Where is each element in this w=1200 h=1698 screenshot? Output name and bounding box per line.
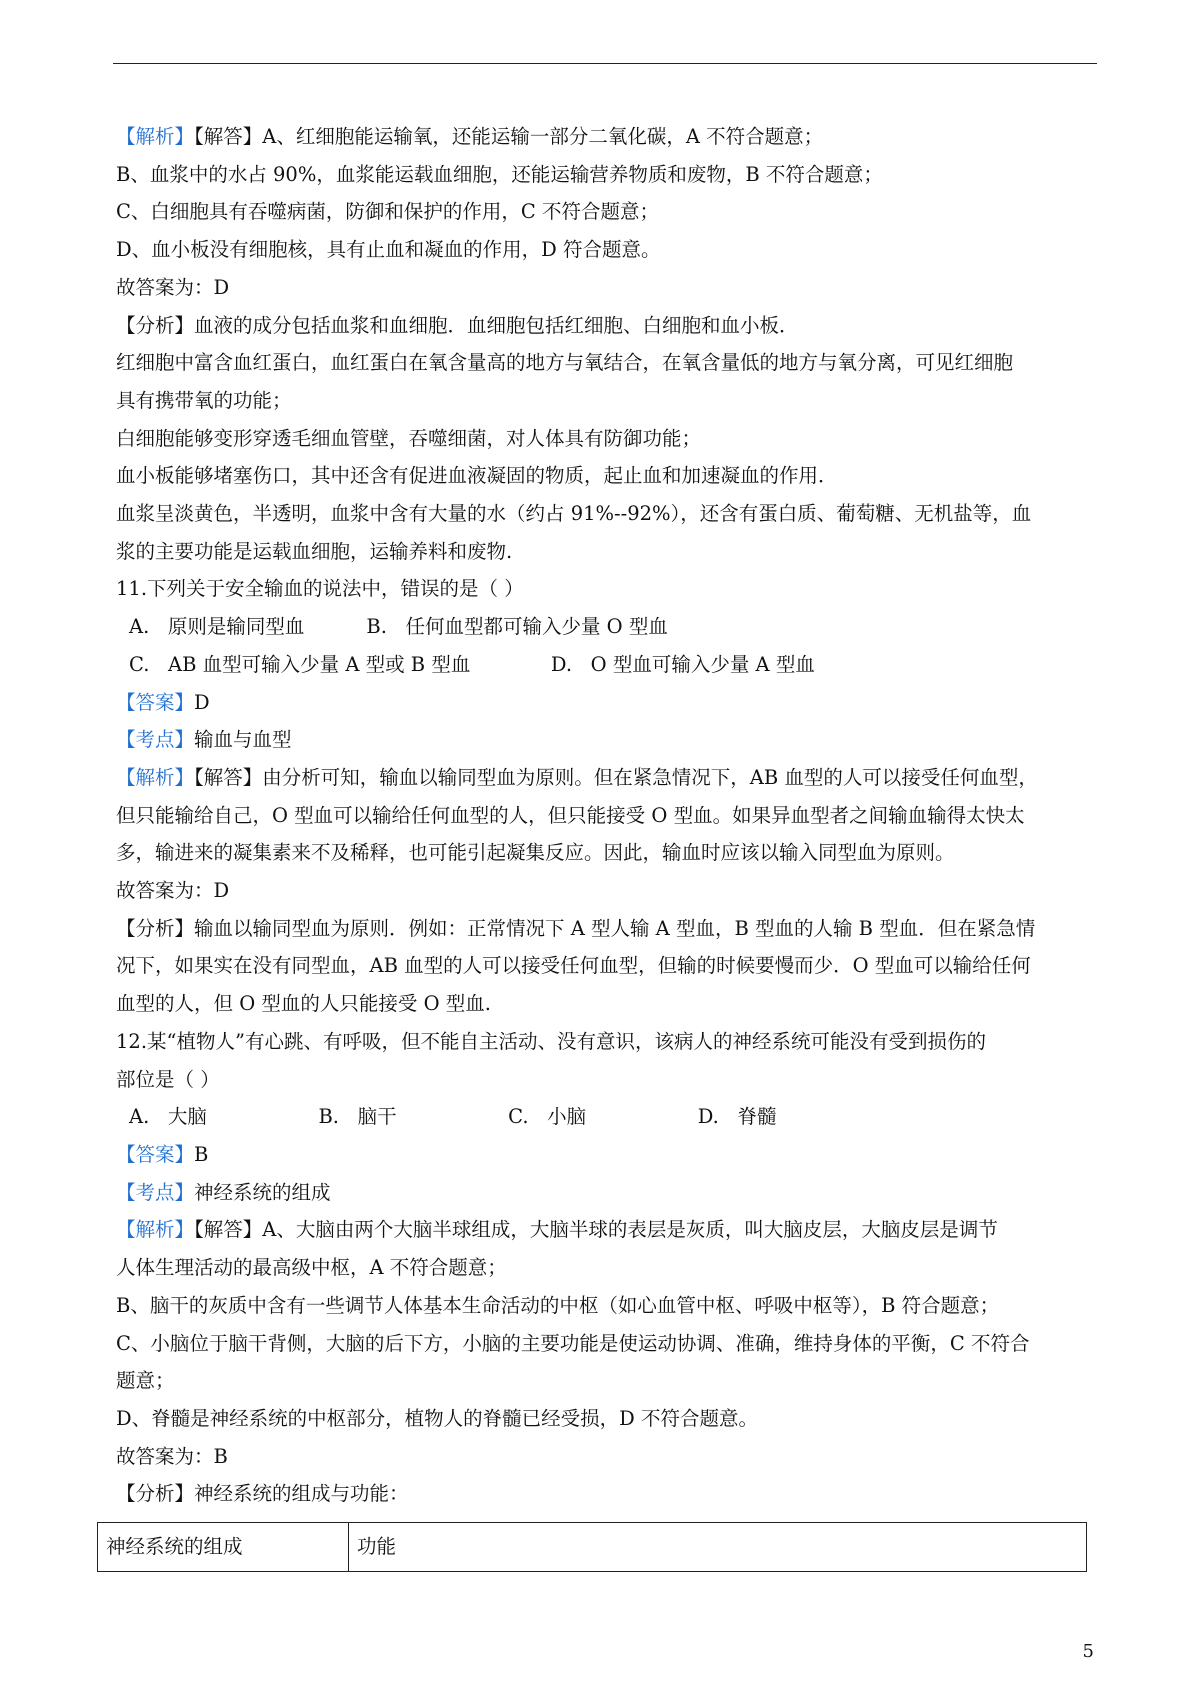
tagged-line (116, 684, 1100, 722)
text-line (116, 1325, 1100, 1363)
line-text: C. AB 血型可输入少量 A 型或 B 型血 D. O 型血可输入少量 A 型血 (129, 652, 815, 676)
text-line (116, 1061, 1100, 1099)
section-tag: 【考点】 (116, 728, 195, 752)
line-text: 部位是（ ） (116, 1067, 220, 1091)
line-text: 况下，如果实在没有同型血，AB 血型的人可以接受任何血型，但输的时候要慢而少．O 型血可以输给任何 (116, 954, 1031, 978)
text-line (116, 382, 1100, 420)
line-text: 浆的主要功能是运载血细胞，运输养料和废物. (116, 539, 513, 563)
text-line (116, 1400, 1100, 1438)
text-line (116, 570, 1100, 608)
text-line (116, 344, 1100, 382)
text-line (116, 1249, 1100, 1287)
text-line (116, 420, 1100, 458)
nervous-system-table (97, 1522, 1087, 1572)
options-line (116, 608, 1100, 646)
table-header-composition: 神经系统的组成 (98, 1523, 349, 1571)
line-text: 【分析】输血以输同型血为原则．例如：正常情况下 A 型人输 A 型血，B 型血的人输 B 型血．但在紧急情 (116, 916, 1036, 940)
section-tag: 【解析】 (116, 125, 195, 148)
text-line (116, 834, 1100, 872)
text-line (116, 985, 1100, 1023)
line-text: 血型的人，但 O 型血的人只能接受 O 型血. (116, 992, 491, 1016)
line-text: 11.下列关于安全输血的说法中，错误的是（ ） (116, 577, 524, 601)
line-text: 【解答】A、大脑由两个大脑半球组成，大脑半球的表层是灰质，叫大脑皮层，大脑皮层是调节 (194, 1218, 998, 1242)
section-tag: 【答案】 (116, 690, 195, 714)
document-body (116, 118, 1100, 1513)
tagged-line (116, 759, 1100, 797)
text-line (116, 1362, 1100, 1400)
line-text: 白细胞能够变形穿透毛细血管壁，吞噬细菌，对人体具有防御功能； (116, 426, 702, 450)
section-tag: 【考点】 (116, 1180, 195, 1204)
line-text: 【分析】血液的成分包括血浆和血细胞．血细胞包括红细胞、白细胞和血小板． (116, 313, 799, 337)
line-text: B、血浆中的水占 90%，血浆能运载血细胞，还能运输营养物质和废物，B 不符合题意； (116, 162, 883, 186)
options-line (116, 1098, 1100, 1136)
line-text: 故答案为：D (116, 879, 230, 903)
line-text: 输血与血型 (194, 728, 292, 752)
text-line (116, 1438, 1100, 1476)
tagged-line (116, 1136, 1100, 1174)
line-text: 具有携带氧的功能； (116, 388, 292, 412)
line-text: A. 原则是输同型血 B. 任何血型都可输入少量 O 型血 (129, 615, 668, 639)
line-text: D、血小板没有细胞核，具有止血和凝血的作用，D 符合题意。 (116, 238, 661, 262)
text-line (116, 1475, 1100, 1513)
tagged-line (116, 1174, 1100, 1212)
options-line (116, 646, 1100, 684)
line-text: D、脊髓是神经系统的中枢部分，植物人的脊髓已经受损，D 不符合题意。 (116, 1406, 758, 1430)
line-text: C、小脑位于脑干背侧，大脑的后下方，小脑的主要功能是使运动协调、准确，维持身体的平衡，C 不符合 (116, 1331, 1030, 1355)
tagged-line (116, 118, 1100, 156)
text-line (116, 495, 1100, 533)
line-text: 【解答】A、红细胞能运输氧，还能运输一部分二氧化碳，A 不符合题意； (194, 125, 824, 148)
text-line (116, 947, 1100, 985)
line-text: C、白细胞具有吞噬病菌，防御和保护的作用，C 不符合题意； (116, 200, 660, 224)
line-text: 题意； (116, 1369, 175, 1393)
text-line (116, 269, 1100, 307)
line-text: 血浆呈淡黄色，半透明，血浆中含有大量的水（约占 91%--92%），还含有蛋白质、葡萄糖、无机盐等，血 (116, 502, 1032, 526)
section-tag: 【解析】 (116, 1218, 195, 1242)
page-number: 5 (1082, 1641, 1094, 1662)
table-header-function: 功能 (357, 1535, 397, 1558)
line-text: 神经系统的组成 (194, 1180, 331, 1204)
line-text: 【解答】由分析可知，输血以输同型血为原则。但在紧急情况下，AB 血型的人可以接受任何血型， (194, 765, 1038, 789)
line-text: 12.某“植物人”有心跳、有呼吸，但不能自主活动、没有意识，该病人的神经系统可能没有受到损伤的 (116, 1029, 986, 1053)
text-line (116, 797, 1100, 835)
tagged-line (116, 1211, 1100, 1249)
text-line (116, 231, 1100, 269)
text-line (116, 872, 1100, 910)
line-text: A. 大脑 B. 脑干 C. 小脑 D. 脊髓 (129, 1105, 777, 1129)
line-text: 故答案为：B (116, 1444, 228, 1468)
line-text: D (194, 690, 210, 714)
line-text: B、脑干的灰质中含有一些调节人体基本生命活动的中枢（如心血管中枢、呼吸中枢等），B 符合题意； (116, 1293, 1000, 1317)
text-line (116, 1023, 1100, 1061)
text-line (116, 457, 1100, 495)
line-text: 血小板能够堵塞伤口，其中还含有促进血液凝固的物质，起止血和加速凝血的作用． (116, 464, 838, 488)
line-text: 红细胞中富含血红蛋白，血红蛋白在氧含量高的地方与氧结合，在氧含量低的地方与氧分离，可见红细胞 (116, 351, 1014, 375)
tagged-line (116, 721, 1100, 759)
text-line (116, 910, 1100, 948)
line-text: B (194, 1142, 209, 1166)
section-tag: 【答案】 (116, 1142, 195, 1166)
line-text: 故答案为：D (116, 275, 230, 299)
header-rule (113, 63, 1097, 64)
line-text: 但只能输给自己，O 型血可以输给任何血型的人，但只能接受 O 型血。如果异血型者之间输血输得太快太 (116, 803, 1025, 827)
line-text: 人体生理活动的最高级中枢，A 不符合题意； (116, 1256, 507, 1280)
line-text: 多，输进来的凝集素来不及稀释，也可能引起凝集反应。因此，输血时应该以输入同型血为原则。 (116, 841, 955, 865)
line-text: 【分析】神经系统的组成与功能： (116, 1482, 409, 1506)
text-line (116, 1287, 1100, 1325)
section-tag: 【解析】 (116, 765, 195, 789)
text-line (116, 533, 1100, 571)
text-line (116, 307, 1100, 345)
text-line (116, 156, 1100, 194)
text-line (116, 193, 1100, 231)
